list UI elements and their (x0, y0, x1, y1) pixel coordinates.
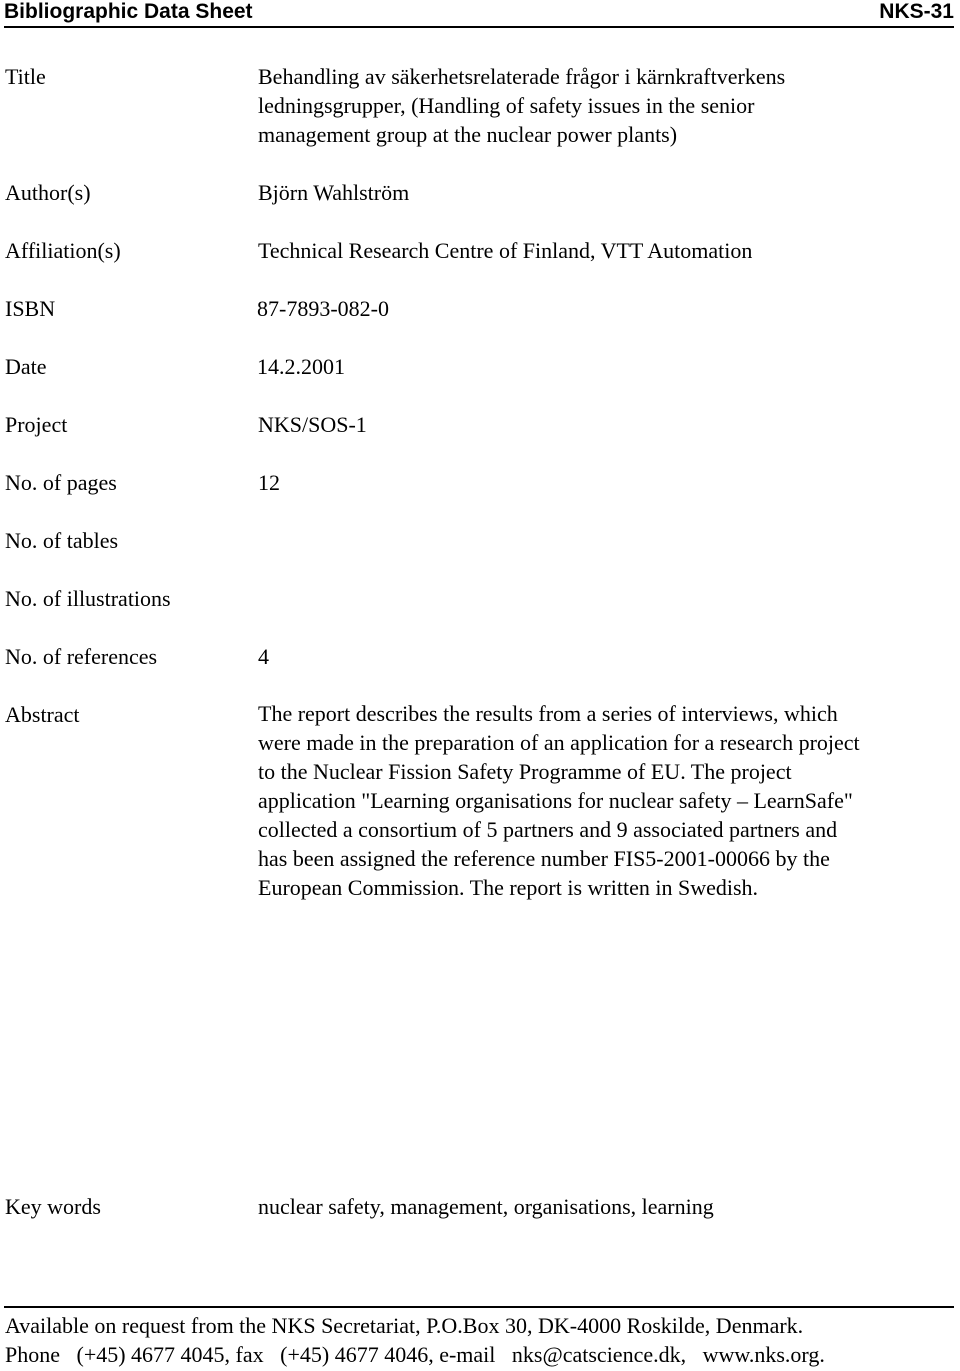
abstract-line: The report describes the results from a series of interviews, which (258, 701, 838, 726)
footer-availability: Available on request from the NKS Secretariat, P.O.Box 30, DK-4000 Roskilde, Denmark. (5, 1313, 804, 1338)
title-line-1: Behandling av säkerhetsrelaterade frågor i kärnkraftverkens (258, 64, 786, 89)
footer-contact: Phone (+45) 4677 4045, fax (+45) 4677 4046, e-mail nks@catscience.dk, www.nks.org. (5, 1342, 825, 1367)
abstract-text (258, 699, 958, 902)
sheet-title: Bibliographic Data Sheet (4, 0, 253, 23)
abstract-line: European Commission. The report is written in Swedish. (258, 875, 759, 900)
footer (5, 1311, 825, 1369)
author-label: Author(s) (5, 180, 91, 205)
date-label: Date (5, 354, 47, 379)
abstract-line: collected a consortium of 5 partners and 9 associated partners and (258, 817, 838, 842)
project-label: Project (5, 412, 68, 437)
isbn-value: 87-7893-082-0 (257, 296, 389, 321)
title-label: Title (5, 64, 46, 89)
keywords-label: Key words (5, 1194, 101, 1219)
footer-divider (4, 1306, 954, 1308)
author-value: Björn Wahlström (258, 180, 410, 205)
illustrations-label: No. of illustrations (5, 586, 171, 611)
abstract-line: application "Learning organisations for nuclear safety – LearnSafe" (258, 788, 853, 813)
title-line-2: ledningsgrupper, (Handling of safety issues in the senior (258, 93, 755, 118)
affiliation-value: Technical Research Centre of Finland, VTT Automation (258, 238, 753, 263)
abstract-line: were made in the preparation of an application for a research project (258, 730, 860, 755)
tables-label: No. of tables (5, 528, 119, 553)
keywords-value: nuclear safety, management, organisations, learning (258, 1194, 714, 1219)
references-value: 4 (258, 644, 269, 669)
title-line-3: management group at the nuclear power plants) (258, 122, 678, 147)
abstract-line: to the Nuclear Fission Safety Programme of EU. The project (258, 759, 792, 784)
report-code: NKS-31 (879, 0, 954, 23)
affiliation-label: Affiliation(s) (5, 238, 121, 263)
pages-label: No. of pages (5, 470, 117, 495)
references-label: No. of references (5, 644, 158, 669)
sheet-header (4, 0, 954, 28)
project-value: NKS/SOS-1 (258, 412, 367, 437)
abstract-label: Abstract (5, 702, 80, 727)
date-value: 14.2.2001 (257, 354, 345, 379)
isbn-label: ISBN (5, 296, 56, 321)
pages-value: 12 (258, 470, 280, 495)
abstract-line: has been assigned the reference number FIS5-2001-00066 by the (258, 846, 830, 871)
